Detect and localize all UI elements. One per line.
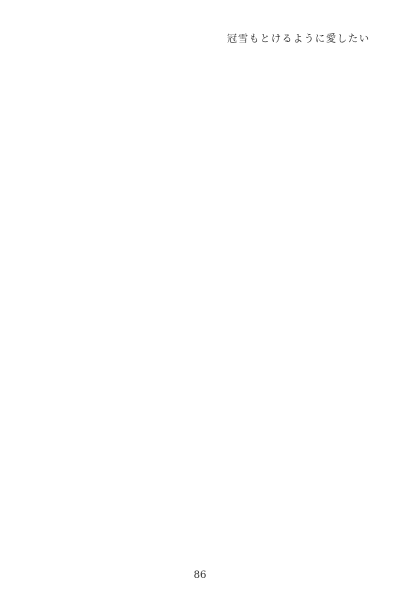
page-number: 86	[193, 570, 207, 581]
upper-text-tier	[42, 58, 372, 306]
lower-text-tier	[42, 318, 372, 566]
running-head: 冠雪もとけるように愛したい	[227, 34, 370, 45]
